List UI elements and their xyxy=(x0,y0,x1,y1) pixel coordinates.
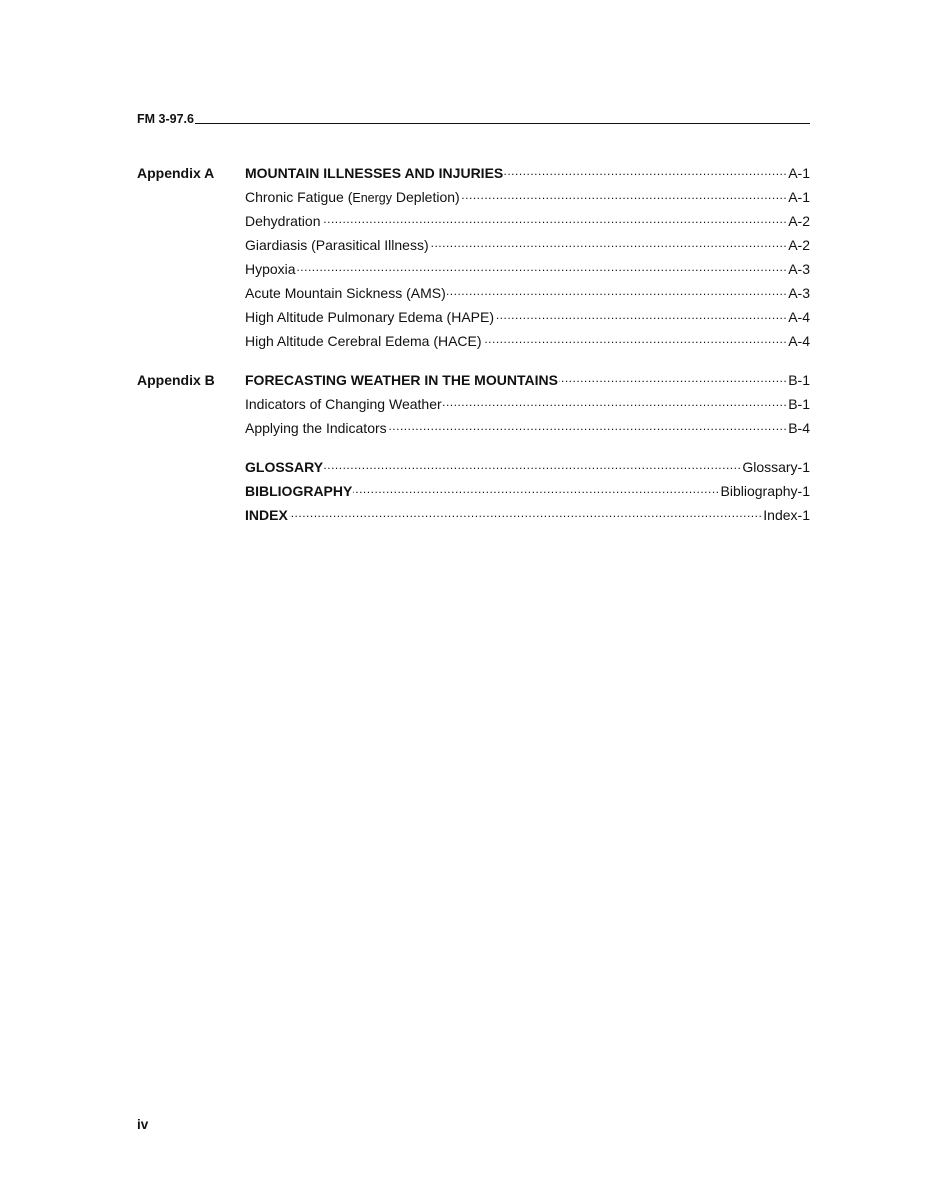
toc-entry-title: Hypoxia xyxy=(245,261,296,277)
toc-entry-indicators[interactable] xyxy=(245,392,810,416)
header-rule xyxy=(195,123,810,124)
toc-entry-applying-indicators[interactable] xyxy=(245,416,810,440)
toc-entry-page: A-1 xyxy=(788,165,810,181)
toc-entry-page: A-4 xyxy=(788,333,810,349)
toc-entry-bibliography[interactable] xyxy=(245,479,810,503)
toc-entry-title: High Altitude Cerebral Edema (HACE) xyxy=(245,333,482,349)
toc-entry-page: B-1 xyxy=(788,396,810,412)
appendix-a-label: Appendix A xyxy=(137,165,215,181)
toc-entry-title-prefix: Chronic Fatigue ( xyxy=(245,189,353,205)
toc-entry-ams[interactable] xyxy=(245,281,810,305)
toc-entry-giardiasis[interactable] xyxy=(245,233,810,257)
toc-entry-hypoxia[interactable] xyxy=(245,257,810,281)
toc-entry-hace[interactable] xyxy=(245,329,810,353)
toc-entry-page: Index-1 xyxy=(763,507,810,523)
toc-entry-title: High Altitude Pulmonary Edema (HAPE) xyxy=(245,309,494,325)
toc-entry-title: BIBLIOGRAPHY xyxy=(245,483,353,499)
dot-leader xyxy=(447,284,787,298)
dot-leader xyxy=(289,506,763,520)
toc-entry-title-suffix: Depletion) xyxy=(392,189,460,205)
toc-entry-title: FORECASTING WEATHER IN THE MOUNTAINS xyxy=(245,372,558,388)
running-header xyxy=(137,108,810,126)
toc-entry-dehydration[interactable] xyxy=(245,209,810,233)
toc-entry-page: B-1 xyxy=(788,372,810,388)
toc-entry-forecasting-weather[interactable] xyxy=(245,368,810,392)
dot-leader xyxy=(388,419,788,433)
toc-entry-title-small: Energy xyxy=(352,191,392,205)
dot-leader xyxy=(559,371,787,385)
toc-entry-page: A-4 xyxy=(788,309,810,325)
toc-entry-title: Dehydration xyxy=(245,213,321,229)
toc-entry-page: A-1 xyxy=(788,189,810,205)
toc-entry-page: A-3 xyxy=(788,285,810,301)
dot-leader xyxy=(324,458,741,472)
toc-entry-title: GLOSSARY xyxy=(245,459,324,475)
toc-entry-title xyxy=(245,185,460,210)
toc-entry-page: B-4 xyxy=(788,420,810,436)
toc-entry-title: Applying the Indicators xyxy=(245,420,387,436)
toc-entry-title: INDEX xyxy=(245,507,288,523)
dot-leader xyxy=(461,188,788,202)
appendix-b-section xyxy=(137,368,810,440)
toc-entry-hape[interactable] xyxy=(245,305,810,329)
back-matter-section xyxy=(137,455,810,527)
document-id: FM 3-97.6 xyxy=(137,112,194,126)
toc-entry-title: MOUNTAIN ILLNESSES AND INJURIES xyxy=(245,165,504,181)
dot-leader xyxy=(297,260,788,274)
toc-entry-mountain-illnesses[interactable] xyxy=(245,161,810,185)
toc-entry-page: Glossary-1 xyxy=(742,459,810,475)
toc-entry-page: A-2 xyxy=(788,237,810,253)
dot-leader xyxy=(443,395,788,409)
table-of-contents xyxy=(137,161,810,527)
toc-entry-title: Acute Mountain Sickness (AMS) xyxy=(245,285,446,301)
dot-leader xyxy=(430,236,788,250)
toc-entry-index[interactable] xyxy=(245,503,810,527)
toc-entry-title: Giardiasis (Parasitical Illness) xyxy=(245,237,429,253)
dot-leader xyxy=(495,308,787,322)
toc-entry-page: A-2 xyxy=(788,213,810,229)
dot-leader xyxy=(483,332,788,346)
dot-leader xyxy=(353,482,719,496)
dot-leader xyxy=(322,212,788,226)
toc-entry-chronic-fatigue[interactable] xyxy=(245,185,810,209)
page-number: iv xyxy=(137,1117,149,1132)
toc-entry-glossary[interactable] xyxy=(245,455,810,479)
dot-leader xyxy=(504,164,787,178)
appendix-a-section xyxy=(137,161,810,353)
appendix-b-label: Appendix B xyxy=(137,372,215,388)
toc-entry-title: Indicators of Changing Weather xyxy=(245,396,442,412)
toc-entry-page: Bibliography-1 xyxy=(720,483,810,499)
toc-entry-page: A-3 xyxy=(788,261,810,277)
